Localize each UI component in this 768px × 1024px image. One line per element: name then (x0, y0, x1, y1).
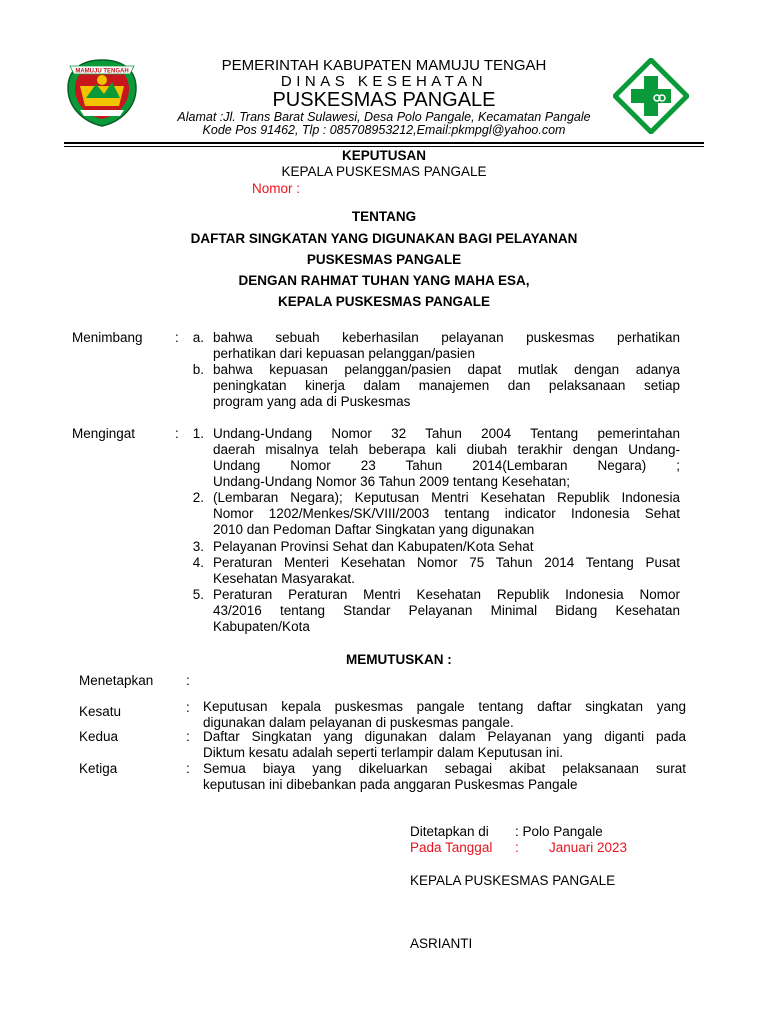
mengingat-marker-1: 1. (192, 426, 204, 441)
mengingat-item-3 (213, 539, 680, 555)
mengingat-marker-3: 3. (192, 539, 204, 554)
header-rule-thick (64, 142, 704, 144)
signature-position: KEPALA PUSKESMAS PANGALE (410, 873, 616, 888)
title-nomor: Nomor : (252, 181, 301, 196)
mengingat-1-line: Undang Nomor 23 Tahun 2014(Lembaran Negara) ; (213, 458, 680, 473)
kedua-line: Daftar Singkatan yang digunakan dalam Pelayanan yang diganti pada (203, 729, 686, 744)
tanggal-colon: : (515, 840, 519, 855)
mengingat-2-line: (Lembaran Negara); Keputusan Mentri Kesehatan Republik Indonesia (213, 490, 680, 505)
mengingat-2-line: Nomor 1202/Menkes/SK/VIII/2003 tentang indicator Indonesia Sehat (213, 506, 680, 521)
mamuju-tengah-emblem-icon (64, 58, 140, 128)
mengingat-5-line: Peraturan Peraturan Mentri Kesehatan Republik Indonesia Nomor (213, 587, 680, 602)
kesatu-label: Kesatu (79, 704, 122, 719)
mengingat-2-line: 2010 dan Pedoman Daftar Singkatan yang digunakan (213, 522, 535, 537)
menimbang-marker-a: a. (192, 330, 204, 345)
tanggal-value: Januari 2023 (549, 840, 628, 855)
ketiga-label: Ketiga (79, 761, 118, 776)
mengingat-marker-4: 4. (192, 555, 204, 570)
mengingat-3-line: Pelayanan Provinsi Sehat dan Kabupaten/Kota Sehat (213, 539, 534, 554)
mengingat-5-line: Kabupaten/Kota (213, 619, 310, 634)
header-contact: Kode Pos 91462, Tlp : 085708953212,Email:pkmpgl@yahoo.com (202, 123, 566, 137)
title-subject-line2: PUSKESMAS PANGALE (306, 252, 462, 267)
ketiga-line: Semua biaya yang dikeluarkan sebagai akibat pelaksanaan surat (203, 761, 686, 776)
kedua-label: Kedua (79, 729, 119, 744)
menetapkan-label: Menetapkan (79, 673, 154, 688)
mengingat-marker-5: 5. (192, 587, 204, 602)
signature-name: ASRIANTI (410, 936, 473, 951)
header-department: DINAS KESEHATAN (280, 73, 488, 90)
mengingat-marker-2: 2. (192, 490, 204, 505)
kesatu-text (203, 699, 686, 731)
ketiga-text (203, 761, 686, 793)
menimbang-a-line: perhatikan dari kepuasan pelanggan/pasien (213, 346, 475, 361)
memutuskan-heading: MEMUTUSKAN : (346, 652, 452, 667)
puskesmas-cross-logo-icon (613, 58, 689, 134)
menimbang-marker-b: b. (192, 362, 204, 377)
mengingat-label: Mengingat (72, 426, 136, 441)
kedua-line: Diktum kesatu adalah seperti terlampir dalam Keputusan ini. (203, 745, 564, 760)
mengingat-1-line: Undang-Undang Nomor 36 Tahun 2009 tentang Kesehatan; (213, 474, 571, 489)
kesatu-line: Keputusan kepala puskesmas pangale tentang daftar singkatan yang (203, 699, 686, 714)
menimbang-b-line: bahwa kepuasan pelanggan/pasien dapat mutlak dengan adanya (213, 362, 680, 377)
kesatu-line: digunakan dalam pelayanan di puskesmas pangale. (203, 715, 514, 730)
title-keputusan: KEPUTUSAN (341, 148, 426, 163)
menimbang-label: Menimbang (72, 330, 143, 345)
ditetapkan-label: Ditetapkan di (410, 824, 489, 839)
menimbang-a-line: bahwa sebuah keberhasilan pelayanan puskesmas perhatikan (213, 330, 680, 345)
mengingat-item-4 (213, 555, 680, 587)
mengingat-1-line: Undang-Undang Nomor 32 Tahun 2004 Tentang pemerintahan (213, 426, 680, 441)
kedua-text (203, 729, 686, 761)
menetapkan-colon: : (186, 673, 190, 688)
mengingat-item-2 (213, 490, 680, 538)
menimbang-colon: : (175, 330, 179, 345)
svg-text:MAMUJU TENGAH: MAMUJU TENGAH (75, 68, 129, 75)
mengingat-colon: : (175, 426, 179, 441)
mengingat-4-line: Peraturan Menteri Kesehatan Nomor 75 Tahun 2014 Tentang Pusat (213, 555, 680, 570)
kesatu-colon: : (186, 700, 190, 715)
mengingat-item-1 (213, 426, 680, 490)
header-puskesmas: PUSKESMAS PANGALE (272, 89, 496, 111)
title-kepala2: KEPALA PUSKESMAS PANGALE (277, 294, 491, 309)
kedua-colon: : (186, 729, 190, 744)
menimbang-b-line: program yang ada di Puskesmas (213, 394, 411, 409)
title-subject-line1: DAFTAR SINGKATAN YANG DIGUNAKAN BAGI PELAYANAN (190, 231, 578, 246)
ditetapkan-value: : Polo Pangale (515, 824, 603, 839)
header-address: Alamat :Jl. Trans Barat Sulawesi, Desa Polo Pangale, Kecamatan Pangale (177, 110, 591, 124)
mengingat-item-5 (213, 587, 680, 635)
title-tentang: TENTANG (351, 209, 417, 224)
mengingat-5-line: 43/2016 tentang Standar Pelayanan Minimal Bidang Kesehatan (213, 603, 680, 618)
menimbang-b-line: peningkatan kinerja dalam manajemen dan pelaksanaan setiap (213, 378, 680, 393)
tanggal-label: Pada Tanggal (410, 840, 493, 855)
ketiga-line: keputusan ini dibebankan pada anggaran Puskesmas Pangale (203, 777, 578, 792)
mengingat-1-line: daerah misalnya telah beberapa kali diubah terakhir dengan Undang- (213, 442, 680, 457)
title-kepala: KEPALA PUSKESMAS PANGALE (281, 164, 487, 179)
menimbang-item-b (213, 362, 680, 410)
header-government: PEMERINTAH KABUPATEN MAMUJU TENGAH (221, 57, 547, 74)
header-rule-thin (64, 146, 704, 147)
ketiga-colon: : (186, 761, 190, 776)
title-rahmat: DENGAN RAHMAT TUHAN YANG MAHA ESA, (238, 273, 530, 288)
mengingat-4-line: Kesehatan Masyarakat. (213, 571, 355, 586)
menimbang-item-a (213, 330, 680, 362)
